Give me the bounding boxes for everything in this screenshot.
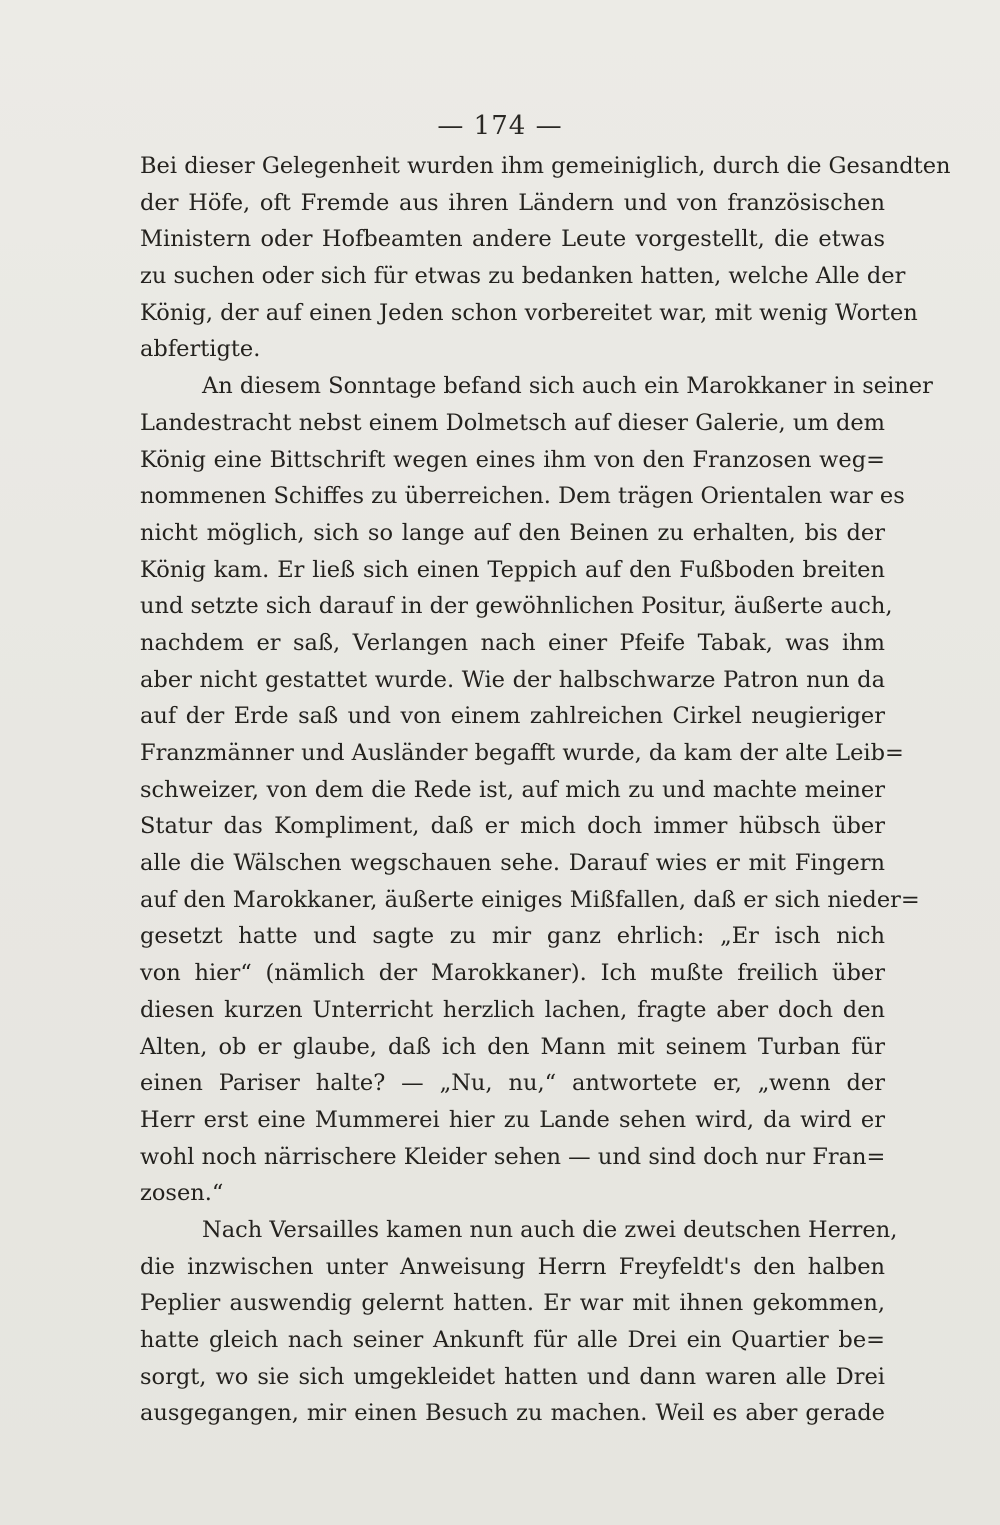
text-line: wohl noch närrischere Kleider sehen — und sind doch nur Fran= [140, 1143, 886, 1170]
text-line: Franzmänner und Ausländer begafft wurde, da kam der alte Leib= [140, 740, 904, 766]
text-line: zu suchen oder sich für etwas zu bedanken hatten, welche Alle der [140, 263, 906, 290]
text-line: die inzwischen unter Anweisung Herrn Freyfeldt's den halben [140, 1253, 885, 1280]
text-line: nommenen Schiffes zu überreichen. Dem trägen Orientalen war es [140, 483, 905, 510]
text-line: auf der Erde saß und von einem zahlreichen Cirkel neugieriger [140, 703, 885, 730]
page-number: — 174 — [437, 111, 563, 141]
text-line: Bei dieser Gelegenheit wurden ihm gemeiniglich, durch die Gesandten [140, 153, 951, 179]
text-line: sorgt, wo sie sich umgekleidet hatten und dann waren alle Drei [140, 1363, 885, 1390]
text-line: König, der auf einen Jeden schon vorbereitet war, mit wenig Worten [140, 299, 918, 326]
text-line: Ministern oder Hofbeamten andere Leute vorgestellt, die etwas [140, 226, 885, 253]
text-line: nicht möglich, sich so lange auf den Beinen zu erhalten, bis der [140, 519, 885, 546]
text-line: der Höfe, oft Fremde aus ihren Ländern und von französischen [140, 189, 885, 216]
text-line: diesen kurzen Unterricht herzlich lachen, fragte aber doch den [140, 996, 885, 1023]
text-line: einen Pariser halte? — „Nu, nu,“ antwortete er, „wenn der [140, 1070, 885, 1097]
text-line: schweizer, von dem die Rede ist, auf mich zu und machte meiner [140, 776, 885, 803]
text-line: auf den Marokkaner, äußerte einiges Mißfallen, daß er sich nieder= [140, 886, 920, 913]
text-line: abfertigte. [140, 336, 261, 363]
text-line: und setzte sich darauf in der gewöhnlichen Positur, äußerte auch, [140, 593, 893, 620]
text-line: zosen.“ [140, 1180, 224, 1207]
text-line: alle die Wälschen wegschauen sehe. Darauf wies er mit Fingern [140, 850, 885, 877]
text-line: Alten, ob er glaube, daß ich den Mann mit seinem Turban für [140, 1033, 885, 1060]
text-line: Nach Versailles kamen nun auch die zwei deutschen Herren, [202, 1216, 898, 1243]
text-line: Herr erst eine Mummerei hier zu Lande sehen wird, da wird er [140, 1106, 885, 1133]
text-line: Landestracht nebst einem Dolmetsch auf dieser Galerie, um dem [140, 409, 885, 436]
body-text [140, 148, 951, 1432]
text-line: Statur das Kompliment, daß er mich doch immer hübsch über [140, 813, 885, 840]
text-line: Peplier auswendig gelernt hatten. Er war mit ihnen gekommen, [140, 1290, 885, 1317]
text-line: gesetzt hatte und sagte zu mir ganz ehrlich: „Er isch nich [140, 923, 885, 950]
text-line: hatte gleich nach seiner Ankunft für alle Drei ein Quartier be= [140, 1327, 885, 1353]
text-line: von hier“ (nämlich der Marokkaner). Ich mußte freilich über [140, 960, 885, 987]
text-line: König eine Bittschrift wegen eines ihm von den Franzosen weg= [140, 446, 885, 473]
text-line: ausgegangen, mir einen Besuch zu machen. Weil es aber gerade [140, 1400, 885, 1427]
text-line: nachdem er saß, Verlangen nach einer Pfeife Tabak, was ihm [140, 629, 885, 656]
text-line: aber nicht gestattet wurde. Wie der halbschwarze Patron nun da [140, 666, 885, 693]
text-line: An diesem Sonntage befand sich auch ein Marokkaner in seiner [202, 373, 933, 400]
text-line: König kam. Er ließ sich einen Teppich auf den Fußboden breiten [140, 556, 885, 583]
